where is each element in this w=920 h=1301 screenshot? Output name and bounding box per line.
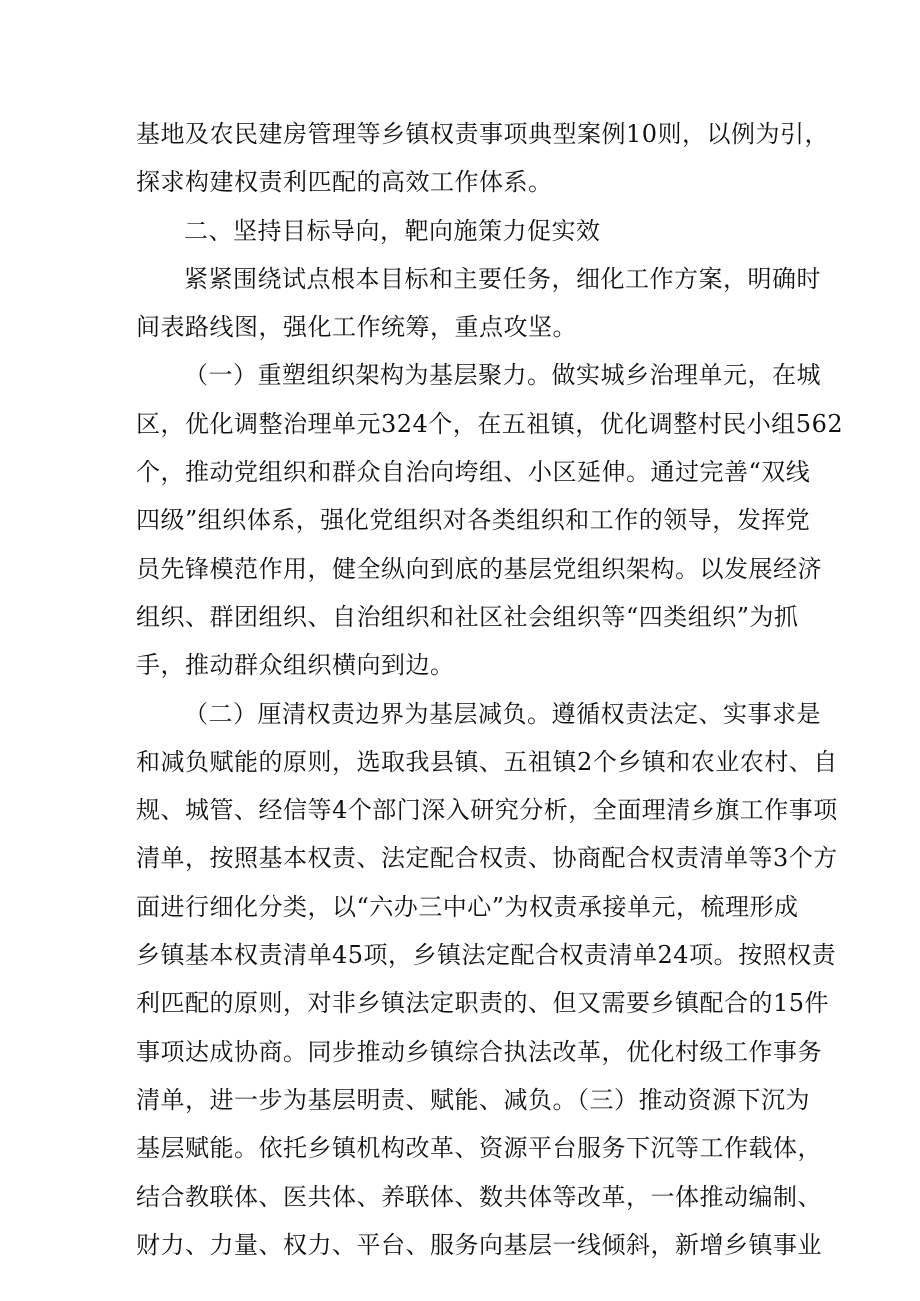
text-line: 规、城管、经信等4个部门深入研究分析，全面理清乡旗工作事项 [136, 796, 838, 825]
text-line: 区，优化调整治理单元324个，在五祖镇，优化调整村民小组562 [136, 409, 844, 438]
section-heading: 二、坚持目标导向，靶向施策力促实效 [184, 216, 601, 245]
text-line: 面进行细化分类，以“六办三中心”为权责承接单元，梳理形成 [136, 892, 799, 921]
text-line: 利匹配的原则，对非乡镇法定职责的、但又需要乡镇配合的15件 [136, 989, 830, 1018]
text-line: 紧紧围绕试点根本目标和主要任务，细化工作方案，明确时 [184, 264, 821, 293]
text-line: 探求构建权责利匹配的高效工作体系。 [136, 168, 553, 197]
text-line: 组织、群团组织、自治组织和社区社会组织等“四类组织”为抓 [136, 602, 799, 631]
text-line: （一）重塑组织架构为基层聚力。做实城乡治理单元，在城 [184, 361, 821, 390]
text-line: 个，推动党组织和群众自治向垮组、小区延伸。通过完善“双线 [136, 458, 811, 487]
text-line: 手，推动群众组织横向到边。 [136, 651, 455, 680]
text-line: 和减负赋能的原则，选取我县镇、五祖镇2个乡镇和农业农村、自 [136, 747, 838, 776]
text-line: 乡镇基本权责清单45项，乡镇法定配合权责清单24项。按照权责 [136, 941, 837, 970]
text-line: 基地及农民建房管理等乡镇权责事项典型案例10则，以例为引， [136, 120, 830, 148]
text-line: 四级”组织体系，强化党组织对各类组织和工作的领导，发挥党 [136, 506, 811, 535]
text-line: 间表路线图，强化工作统筹，重点攻坚。 [136, 313, 577, 342]
text-line: 基层赋能。依托乡镇机构改革、资源平台服务下沉等工作载体， [136, 1134, 822, 1163]
text-line: 事项达成协商。同步推动乡镇综合执法改革，优化村级工作事务 [136, 1037, 822, 1066]
text-line: 清单，按照基本权责、法定配合权责、协商配合权责清单等3个方 [136, 844, 838, 873]
text-line: 结合教联体、医共体、养联体、数共体等改革，一体推动编制、 [136, 1182, 822, 1211]
body-text [136, 110, 844, 1269]
text-line: 清单，进一步为基层明责、赋能、减负。（三）推动资源下沉为 [136, 1085, 810, 1114]
text-line: （二）厘清权责边界为基层减负。遵循权责法定、实事求是 [184, 699, 821, 728]
text-line: 财力、力量、权力、平台、服务向基层一线倾斜，新增乡镇事业 [136, 1230, 822, 1259]
text-line: 员先锋模范作用，健全纵向到底的基层党组织架构。以发展经济 [136, 554, 822, 583]
